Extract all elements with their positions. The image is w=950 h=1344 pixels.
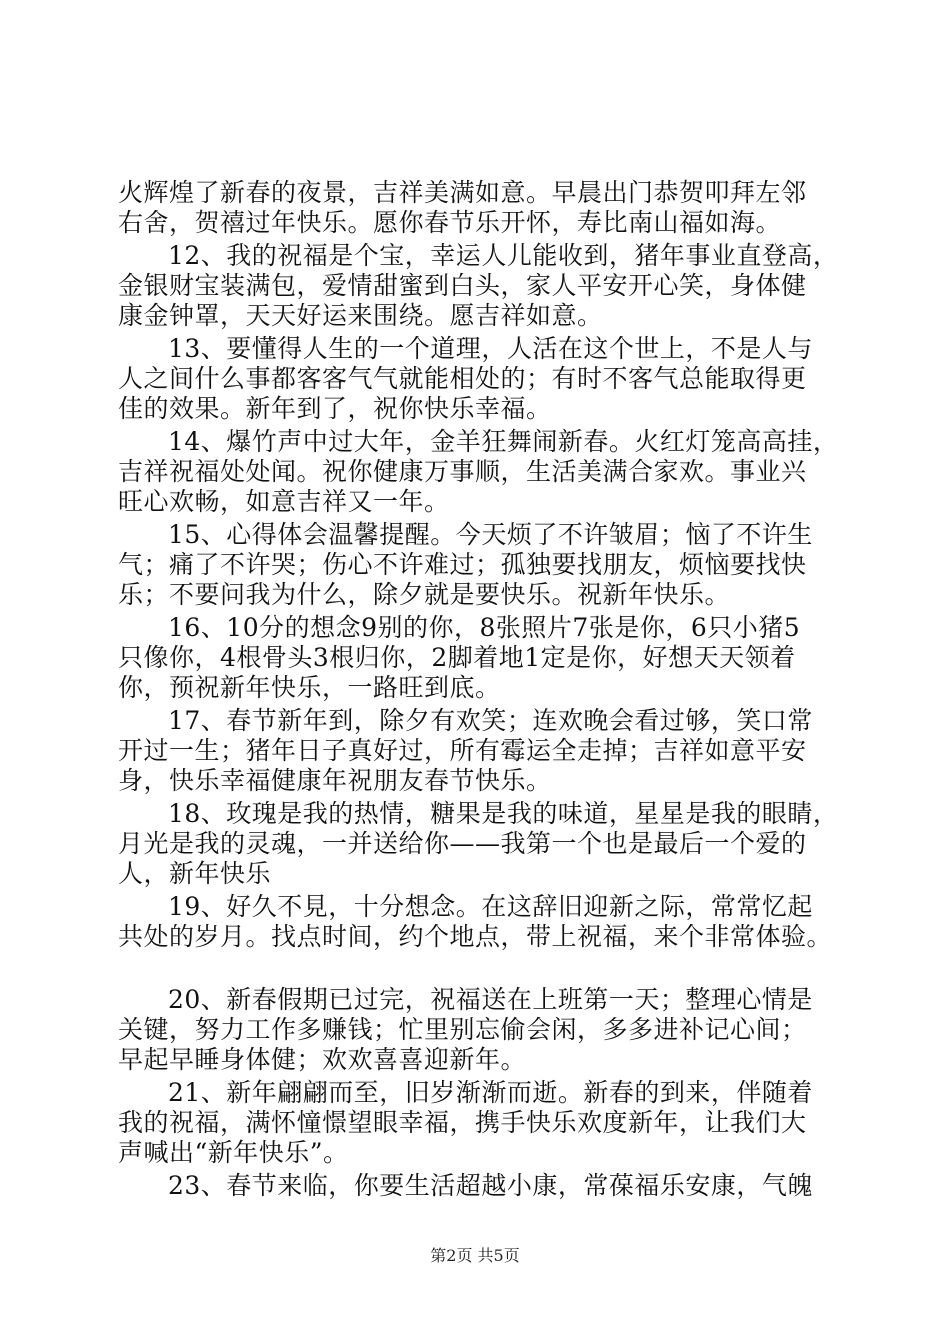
- text-line: 旺心欢畅，如意吉祥又一年。: [118, 487, 450, 516]
- text-line: 身，快乐幸福健康年祝朋友春节快乐。: [118, 766, 552, 795]
- text-line: 只像你，4根骨头3根归你，2脚着地1定是你，好想天天领着: [118, 643, 796, 672]
- text-line: 早起早睡身体健；欢欢喜喜迎新年。: [118, 1045, 527, 1074]
- text-line: 14、爆竹声中过大年，金羊狂舞闹新春。火红灯笼高高挂，: [168, 427, 839, 456]
- text-line: 19、好久不見，十分想念。在这辞旧迎新之际，常常忆起: [168, 892, 813, 921]
- text-line: 人之间什么事都客客气气就能相处的；有时不客气总能取得更: [118, 364, 807, 393]
- text-line: 13、要懂得人生的一个道理，人活在这个世上，不是人与: [168, 334, 813, 363]
- text-line: 开过一生；猪年日子真好过，所有霉运全走掉；吉祥如意平安: [118, 736, 807, 765]
- text-line: 金银财宝装满包，爱情甜蜜到白头，家人平安开心笑，身体健: [118, 271, 807, 300]
- page-number-footer: 第2页 共5页: [430, 1246, 520, 1265]
- text-line: 吉祥祝福处处闻。祝你健康万事顺，生活美满合家欢。事业兴: [118, 457, 807, 486]
- text-line: 20、新春假期已过完，祝福送在上班第一天；整理心情是: [168, 985, 813, 1014]
- text-line: 月光是我的灵魂，一并送给你——我第一个也是最后一个爱的: [118, 829, 807, 858]
- text-line: 23、春节来临，你要生活超越小康，常葆福乐安康，气魄: [168, 1171, 813, 1200]
- text-line: 你，预祝新年快乐，一路旺到底。: [118, 673, 501, 702]
- text-line: 气；痛了不许哭；伤心不许难过；孤独要找朋友，烦恼要找快: [118, 550, 807, 579]
- text-line: 右舍，贺禧过年快乐。愿你春节乐开怀，寿比南山福如海。: [118, 208, 782, 237]
- text-line: 21、新年翩翩而至，旧岁渐渐而逝。新春的到来，伴随着: [168, 1078, 813, 1107]
- text-line: 火辉煌了新春的夜景，吉祥美满如意。早晨出门恭贺叩拜左邻: [118, 178, 807, 207]
- text-line: 声喊出“新年快乐”。: [118, 1138, 349, 1167]
- text-line: 16、10分的想念9别的你，8张照片7张是你，6只小猪5: [168, 613, 801, 642]
- text-line: 共处的岁月。找点时间，约个地点，带上祝福，来个非常体验。: [118, 922, 833, 951]
- text-line: 我的祝福，满怀憧憬望眼幸福，携手快乐欢度新年，让我们大: [118, 1108, 807, 1137]
- text-line: 人，新年快乐: [118, 859, 272, 888]
- text-line: 17、春节新年到，除夕有欢笑；连欢晚会看过够，笑口常: [168, 706, 813, 735]
- text-line: 18、玫瑰是我的热情，糖果是我的味道，星星是我的眼睛，: [168, 799, 839, 828]
- text-line: 乐；不要问我为什么，除夕就是要快乐。祝新年快乐。: [118, 580, 731, 609]
- text-line: 佳的效果。新年到了，祝你快乐幸福。: [118, 394, 552, 423]
- text-line: 关键，努力工作多赚钱；忙里别忘偷会闲，多多进补记心间；: [118, 1015, 807, 1044]
- text-line: 康金钟罩，天天好运来围绕。愿吉祥如意。: [118, 301, 603, 330]
- text-line: 15、心得体会温馨提醒。今天烦了不许皱眉；恼了不许生: [168, 520, 813, 549]
- text-line: 12、我的祝福是个宝，幸运人儿能收到，猪年事业直登高，: [168, 241, 839, 270]
